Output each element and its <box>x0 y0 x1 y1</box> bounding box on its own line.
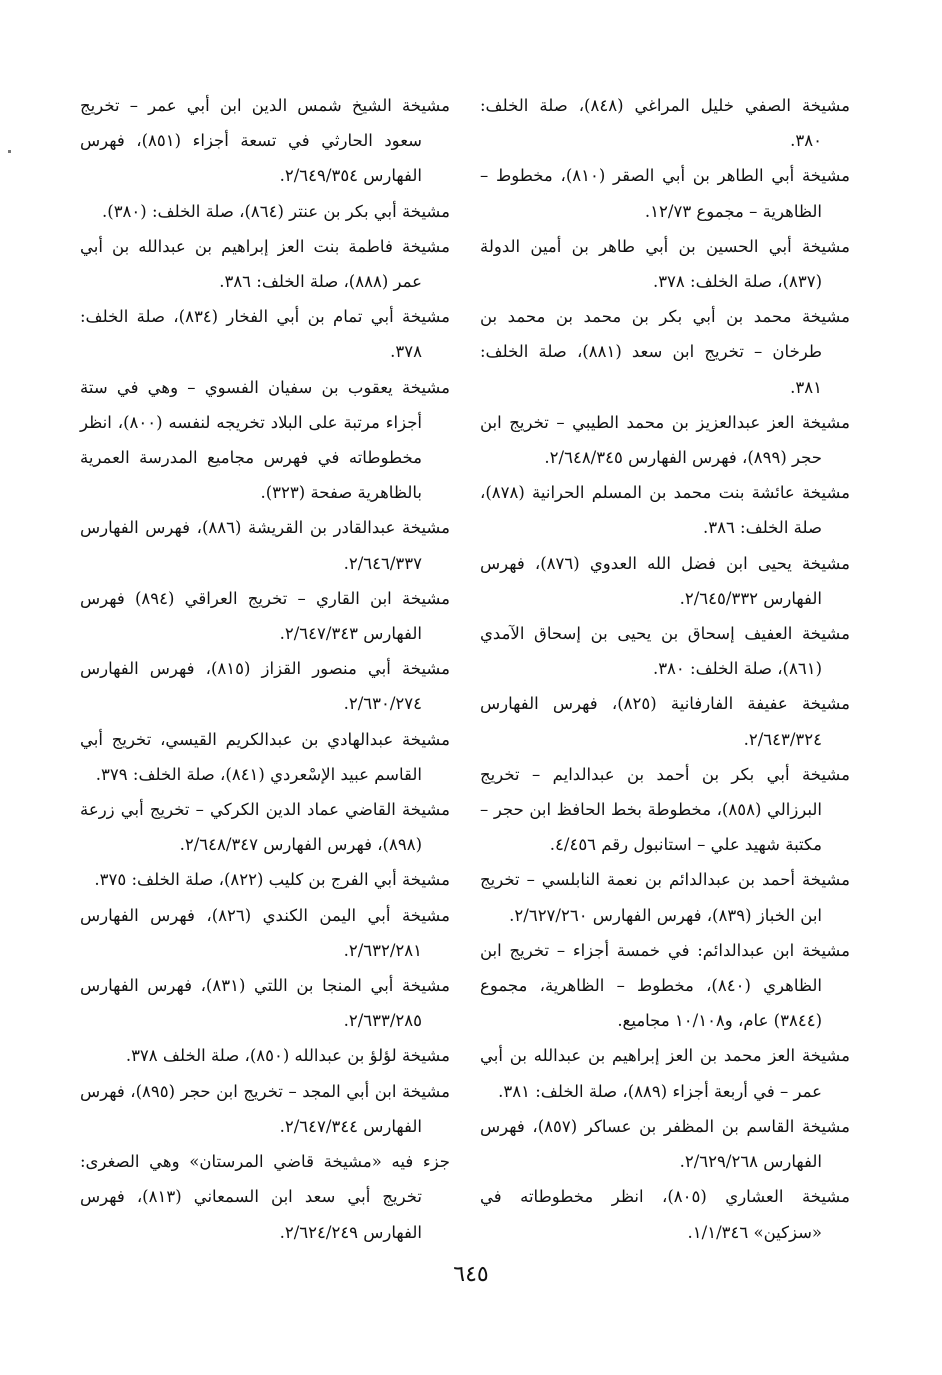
index-entry: مشيخة عبدالهادي بن عبدالكريم القيسي، تخريج أبي القاسم عبيد الإسْعردي (٨٤١)، صلة الخلف: ٣٧٩. <box>80 729 450 784</box>
index-entry: مشيخة العشاري (٨٠٥)، انظر مخطوطاته في «سزكين» ١/١/٣٤٦. <box>480 1187 850 1242</box>
index-entry: مشيخة العفيف إسحاق بن يحيى بن إسحاق الآمدي (٨٦١)، صلة الخلف: ٣٨٠. <box>480 624 850 679</box>
index-entry: جزء فيه «مشيخة قاضي المرستان» وهي الصغرى: تخريج أبي سعد ابن السمعاني (٨١٣)، فهرس الفهارس ٢/٦٢٤/٢٤٩. <box>80 1152 450 1242</box>
index-entry: مشيخة أبي الطاهر بن أبي الصقر (٨١٠)، مخطوط – الظاهرية – مجموع ١٢/٧٣. <box>480 166 850 221</box>
index-entry: مشيخة الصفي خليل المراغي (٨٤٨)، صلة الخلف: ٣٨٠. <box>480 96 850 151</box>
left-column <box>80 88 450 1250</box>
index-entry: مشيخة عبدالقادر بن القريشة (٨٨٦)، فهرس الفهارس ٢/٦٤٦/٣٣٧. <box>80 518 450 573</box>
index-entry: مشيخة القاضي عماد الدين الكركي – تخريج أبي زرعة (٨٩٨)، فهرس الفهارس ٢/٦٤٨/٣٤٧. <box>80 800 450 855</box>
index-entry: مشيخة أحمد بن عبدالدائم بن نعمة النابلسي – تخريج ابن الخباز (٨٣٩)، فهرس الفهارس ٢/٦٢٧/٢٦٠. <box>480 870 850 925</box>
index-entry: مشيخة أبي منصور القزاز (٨١٥)، فهرس الفهارس ٢/٦٣٠/٢٧٤. <box>80 659 450 714</box>
index-entry: مشيخة أبي اليمن الكندي (٨٢٦)، فهرس الفهارس ٢/٦٣٢/٢٨١. <box>80 905 450 960</box>
index-entry: مشيخة أبي المنجا بن اللتي (٨٣١)، فهرس الفهارس ٢/٦٣٣/٢٨٥. <box>80 976 450 1031</box>
scan-edge-mark <box>8 150 11 153</box>
right-column <box>480 88 850 1250</box>
index-entry: مشيخة ابن القاري – تخريج العراقي (٨٩٤) فهرس الفهارس ٢/٦٤٧/٣٤٣. <box>80 588 451 644</box>
index-entry: مشيخة الشيخ شمس الدين ابن أبي عمر – تخريج سعود الحارثي في تسعة أجزاء (٨٥١)، فهرس الفهارس ٢/٦٤٩/٣٥٤. <box>80 96 450 186</box>
index-entry: مشيخة العز محمد بن العز إبراهيم بن عبدالله بن أبي عمر – في أربعة أجزاء (٨٨٩)، صلة الخلف: ٣٨١. <box>480 1046 850 1101</box>
index-entry: مشيخة ابن أبي المجد – تخريج ابن حجر (٨٩٥)، فهرس الفهارس ٢/٦٤٧/٣٤٤. <box>80 1081 450 1136</box>
index-entry: مشيخة العز عبدالعزيز بن محمد الطيبي – تخريج ابن حجر (٨٩٩)، فهرس الفهارس ٢/٦٤٨/٣٤٥. <box>480 412 850 468</box>
index-entry: مشيخة لؤلؤ بن عبدالله (٨٥٠)، صلة الخلف ٣٧٨. <box>125 1046 450 1066</box>
index-entry: مشيخة أبي بكر بن أحمد بن عبدالدايم – تخريج البرزالي (٨٥٨)، مخطوطة بخط الحافظ ابن حجر – مكتبة شهيد علي – استانبول رقم ٤/٤٥٦. <box>480 764 850 855</box>
index-entry: مشيخة عفيفة الفارفانية (٨٢٥)، فهرس الفهارس ٢/٦٤٣/٣٢٤. <box>480 694 850 749</box>
index-entry: مشيخة يعقوب بن سفيان الفسوي – وهي في ستة أجزاء مرتبة على البلاد تخريجه لنفسه (٨٠٠)، انظر مخطوطاته في فهرس مجاميع المدرسة العمرية بالظاهرية صفحة (٣٢٣). <box>80 377 450 503</box>
index-entry: مشيخة فاطمة بنت العز إبراهيم بن عبدالله بن أبي عمر (٨٨٨)، صلة الخلف: ٣٨٦. <box>80 236 450 292</box>
index-entry: مشيخة محمد بن أبي بكر بن محمد بن محمد بن طرخان – تخريج ابن سعد (٨٨١)، صلة الخلف: ٣٨١. <box>480 307 850 397</box>
index-entry: مشيخة القاسم بن المظفر بن عساكر (٨٥٧)، فهرس الفهارس ٢/٦٢٩/٢٦٨. <box>480 1116 850 1172</box>
index-entry: مشيخة يحيى ابن فضل الله العدوي (٨٧٦)، فهرس الفهارس ٢/٦٤٥/٣٣٢. <box>480 553 850 608</box>
index-entry: مشيخة ابن عبدالدائم: في خمسة أجزاء – تخريج ابن الظاهري (٨٤٠)، مخطوط – الظاهرية، مجموع (٣٨٤٤) عام، و١٠/١٠٨ مجاميع. <box>480 940 850 1031</box>
index-entry: مشيخة أبي بكر بن عنتر (٨٦٤)، صلة الخلف: (٣٨٠). <box>102 201 450 221</box>
index-entry: مشيخة أبي تمام بن أبي الفخار (٨٣٤)، صلة الخلف: ٣٧٨. <box>80 307 451 362</box>
index-entry: مشيخة عائشة بنت محمد بن المسلم الحرانية (٨٧٨)، صلة الخلف: ٣٨٦. <box>480 483 850 538</box>
index-entry: مشيخة أبي الفرج بن كليب (٨٢٢)، صلة الخلف: ٣٧٥. <box>94 870 450 890</box>
page-number: ٦٤٥ <box>453 1262 489 1287</box>
index-entry: مشيخة أبي الحسين بن أبي طاهر بن أمين الدولة (٨٣٧)، صلة الخلف: ٣٧٨. <box>480 236 850 292</box>
